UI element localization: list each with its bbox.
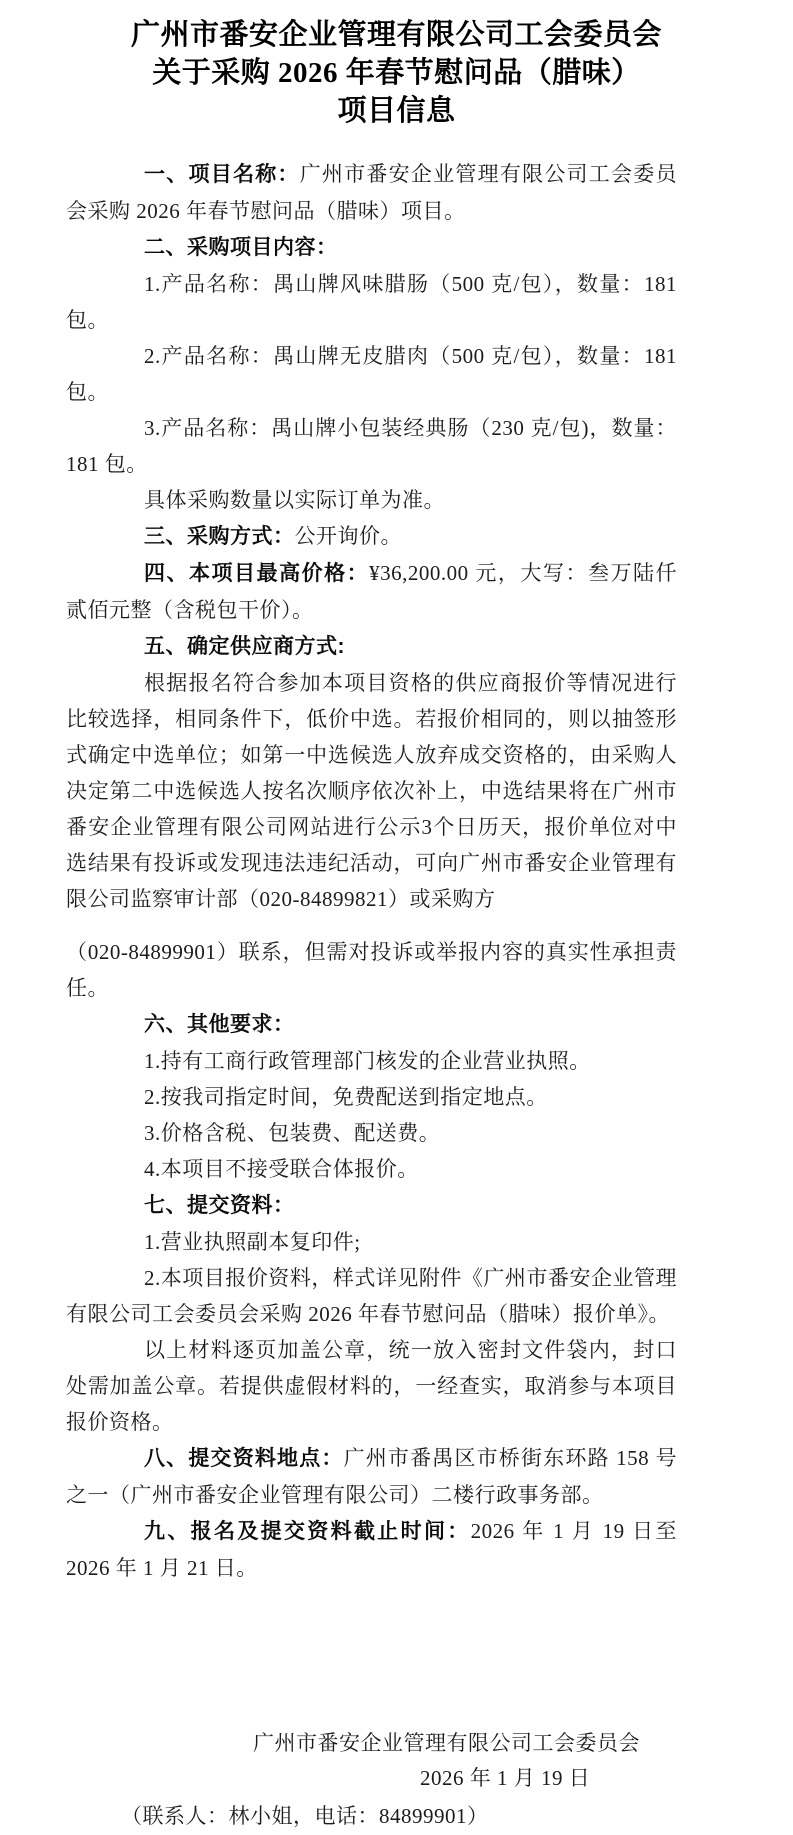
footer-organization: 广州市番安企业管理有限公司工会委员会	[253, 1731, 640, 1755]
footer-date: 2026 年 1 月 19 日	[420, 1766, 591, 1790]
title-line-1: 广州市番安企业管理有限公司工会委员会	[130, 19, 662, 51]
body-text-run: 4.本项目不接受联合体报价。	[144, 1157, 419, 1181]
section-heading-run: 一、项目名称：	[144, 163, 300, 186]
body-text-run: 3.价格含税、包装费、配送费。	[144, 1121, 441, 1145]
body-text-run: 以上材料逐页加盖公章，统一放入密封文件袋内，封口处需加盖公章。若提供虚假材料的，一经查实，取消参与本项目报价资格。	[66, 1338, 677, 1434]
supplier-selection-para	[66, 665, 677, 917]
document-title	[0, 0, 793, 130]
requirement-item-2	[66, 1079, 677, 1115]
body-text-run: 2.产品名称：禺山牌无皮腊肉（500 克/包），数量：181 包。	[66, 344, 683, 404]
requirement-item-1	[66, 1043, 677, 1079]
body-text-run: 1.持有工商行政管理部门核发的企业营业执照。	[144, 1049, 591, 1073]
section-8-location	[66, 1440, 677, 1513]
material-item-2	[66, 1260, 677, 1332]
section-heading-run: 五、确定供应商方式:	[144, 635, 345, 658]
section-heading-run: 七、提交资料：	[144, 1194, 295, 1217]
product-item-1	[66, 266, 683, 338]
body-text-run: 广州市番安企业管理有限公司工会委员会采购 2026 年春节慰问品（腊味）项目。	[66, 162, 678, 223]
document-body	[0, 156, 793, 1586]
section-heading-run: 三、采购方式：	[144, 525, 295, 548]
product-item-2	[66, 338, 683, 410]
material-item-1	[66, 1224, 677, 1260]
section-heading-run: 二、采购项目内容：	[144, 236, 338, 259]
requirement-item-4	[66, 1151, 677, 1187]
section-1-project-name	[66, 156, 677, 229]
body-text-run: 广州市番禺区市桥街东环路 158 号之一（广州市番安企业管理有限公司）二楼行政事务部。	[66, 1446, 678, 1507]
product-item-3	[66, 410, 677, 482]
body-text-run: 2.按我司指定时间，免费配送到指定地点。	[144, 1085, 548, 1109]
document-footer	[0, 1726, 793, 1834]
complaint-contact-para	[66, 934, 677, 1006]
section-2-heading	[66, 229, 677, 266]
footer-contact: （联系人：林小姐，电话：84899901）	[121, 1804, 489, 1828]
body-text-run: 1.产品名称：禺山牌风味腊肠（500 克/包），数量：181 包。	[66, 272, 683, 332]
section-5-heading	[66, 628, 677, 665]
title-line-2: 关于采购 2026 年春节慰问品（腊味）	[152, 57, 641, 89]
body-text-run: 2026 年 1 月 19 日至 2026 年 1 月 21 日。	[66, 1519, 683, 1580]
sealing-note	[66, 1332, 677, 1440]
section-7-heading	[66, 1187, 677, 1224]
body-text-run: 1.营业执照副本复印件;	[144, 1230, 361, 1254]
section-heading-run: 八、提交资料地点：	[144, 1447, 344, 1470]
quantity-note	[66, 482, 677, 518]
body-text-run: 公开询价。	[294, 524, 402, 548]
requirement-item-3	[66, 1115, 677, 1151]
section-9-deadline	[66, 1513, 683, 1586]
section-6-heading	[66, 1006, 677, 1043]
section-4-max-price	[66, 555, 677, 628]
body-text-run: 2.本项目报价资料，样式详见附件《广州市番安企业管理有限公司工会委员会采购 2026 年春节慰问品（腊味）报价单》。	[66, 1266, 677, 1326]
body-text-run: 3.产品名称：禺山牌小包装经典肠（230 克/包)，数量：181 包。	[66, 416, 677, 476]
body-text-run: （020-84899901）联系，但需对投诉或举报内容的真实性承担责任。	[66, 940, 677, 1000]
body-text-run: ¥36,200.00 元，大写：叁万陆仟贰佰元整（含税包干价）。	[66, 561, 678, 622]
section-heading-run: 四、本项目最高价格：	[144, 562, 370, 585]
body-text-run: 根据报名符合参加本项目资格的供应商报价等情况进行比较选择，相同条件下，低价中选。若报价相同的，则以抽签形式确定中选单位；如第一中选候选人放弃成交资格的，由采购人决定第二中选候选人按名次顺序依次补上，中选结果将在广州市番安企业管理有限公司网站进行公示3个日历天，报价单位对中选结果有投诉或发现违法违纪活动，可向广州市番安企业管理有限公司监察审计部（020-84899821）或采购方	[66, 671, 677, 911]
section-heading-run: 六、其他要求：	[144, 1013, 295, 1036]
section-heading-run: 九、报名及提交资料截止时间：	[144, 1520, 471, 1543]
title-line-3: 项目信息	[337, 95, 456, 127]
body-text-run: 具体采购数量以实际订单为准。	[144, 488, 445, 512]
section-3-method	[66, 518, 677, 555]
